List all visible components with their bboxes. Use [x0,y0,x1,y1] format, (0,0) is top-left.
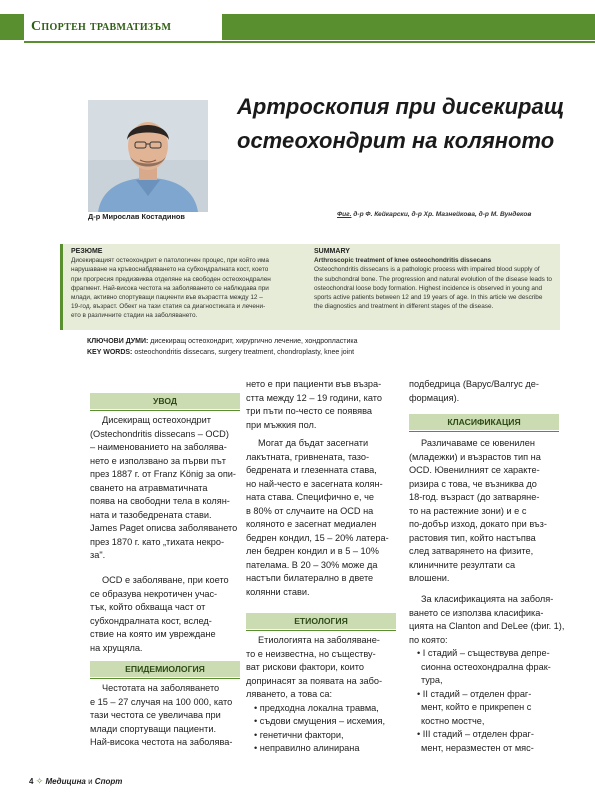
body-line: мент, който е прикрепен с [421,702,532,712]
body-line: след затварянето на физите, [409,546,534,556]
abstract-bg-line: при прогресия предизвиква отделяне на свободен остеохондрален [71,275,271,283]
body-line: (Ostechondritis dissecans – OCD) [90,428,229,439]
body-line: по която: [409,634,448,645]
author-photo [88,100,208,212]
body-line: настъпи билатерално в двете [246,573,374,583]
body-line: влошени. [409,573,450,583]
body-line: млади спортуващи пациенти. [90,723,217,734]
abstract-bg-line: 19-год. възраст. Обект на тази статия са диагностиката и лечени- [71,303,266,311]
author-portrait-image [88,100,208,212]
body-line: сионна остеохондрална фрак- [421,661,551,672]
stage-text: II стадий – отделен фраг- [422,688,532,699]
bullet-text: неправилно алиниранa [259,743,360,753]
body-line: клиничните резултати са [409,559,516,570]
stage-text: III стадий – отделен фраг- [422,729,534,739]
abstract-bg-line: фрагмент. Най-висока честота на заболяването се наблюдава при [71,284,269,292]
body-line: стта между 12 – 19 години, като [246,392,382,403]
bullet-text: предходна локална травма, [259,702,379,713]
body-line: допринасят за появата на забо- [246,675,383,686]
body-line: Честотата на заболяването [102,683,220,693]
body-line: Дисекиращ остеохондрит [102,415,211,425]
body-line: формация). [409,392,460,403]
header-rule [24,41,595,43]
body-line: Най-висока честота на заболява- [90,737,233,747]
body-line: (младежки) и възрастов тип на [409,451,541,462]
bullet-text: съдови смущения – исхемия, [259,716,386,726]
body-line: е 15 – 27 случая на 100 000, като [90,696,233,707]
body-line: колянни стави. [246,586,310,597]
body-line: по-добър изход, докато при въз- [409,519,547,529]
column-3-part-1 [409,378,559,405]
body-line: за". [90,550,106,560]
article-title [237,90,567,158]
keywords-en-text: osteochondritis dissecans, surgery treatment, chondroplasty, knee joint [134,349,355,356]
body-line: Различаваме се ювенилен [421,438,535,448]
stage-text: I стадий – съществува депре- [422,648,550,658]
abstract-bg-heading: РЕЗЮМЕ [71,248,103,255]
body-line: OCD. Ювенилният се характе- [409,465,540,475]
abstract-en-line: osteochondral loose body formation. Highest incidence is observed in young and [314,284,543,292]
column-1-intro [90,414,240,563]
body-line: се образува некротичен учас- [90,588,218,599]
bullet-item: • неправилно алиниранa [254,743,360,753]
body-line: ната става. Специфично е, че [246,492,374,502]
section-heading-etiology: ЕТИОЛОГИЯ [246,613,396,629]
abstract-bg-line: Дисекиращият остеохондрит е патологичен процес, при който има [71,257,269,265]
column-3-classification-2 [409,593,565,755]
abstract-en-heading: SUMMARY [314,248,350,255]
abstract-en [314,247,554,311]
column-3-classification [409,437,559,586]
body-line: Етиологията на заболяване- [258,635,380,645]
photo-caption: Д-р Мирослав Костадинов [88,212,185,221]
diamond-icon: ✧ [35,776,44,786]
body-line: бедрената и глезенната става, [246,465,377,475]
body-line: костно мостче, [421,715,485,726]
section-heading-classification: КЛАСИФИКАЦИЯ [409,414,559,430]
body-line: мент, неразместен от мяс- [421,742,534,753]
body-line: ствие на която им увреждане [90,629,216,639]
authors-names: д-р Ф. Кейкарски, д-р Хр. Мазнейкова, д-р М. Вундеков [353,211,532,218]
body-line: 18-год. възраст (до затваряне- [409,492,540,502]
body-line: бедрен кондил, 15 – 20% латера- [246,532,389,543]
body-line: Могат да бъдат засегнати [258,438,369,448]
body-line: през 1887 г. от Franz König за опи- [90,469,236,479]
body-line: пателама. В 20 – 30% може да [246,559,378,570]
abstract-bg-line: млади, активно спортуващи пациенти във възрастта между 12 – [71,294,263,302]
abstract-en-line: sports active patients between 12 and 19 years of age. In this article we describe [314,294,543,302]
keywords-bg [87,337,358,347]
body-line: ват рискови фактори, които [246,662,365,672]
page-footer [29,776,122,787]
body-line: тура, [421,675,443,685]
column-1-intro-2 [90,574,240,655]
stage-item: • II стадий – отделен фраг- [417,688,532,699]
body-line: ризира с това, че възниква до [409,478,537,489]
body-line: лакътната, гривнената, тазо- [246,451,370,462]
body-line: три пъти по-често се появява [246,406,372,416]
bullet-item: • съдови смущения – исхемия, [254,716,386,726]
page-number: 4 [29,777,34,786]
section-heading-epidemiology: ЕПИДЕМИОЛОГИЯ [90,661,240,677]
body-line: ната и тазобедрената стави. [90,509,212,520]
authors-line [337,211,531,218]
body-line: ляването, а това са: [246,689,332,699]
section-heading-intro: УВОД [90,393,240,409]
bullet-item: • предходна локална травма, [254,702,379,713]
abstract-bg-line: нарушаване на кръвоснабдяването на субхондралната кост, което [71,266,269,274]
body-line: нето е при пациенти във възра- [246,379,382,389]
body-line: то на растежние зони) и е с [409,505,527,516]
body-line: на хрущяла. [90,642,143,653]
column-2-part-1 [246,378,396,432]
body-line: сването на атравматичната [90,482,208,493]
magazine-name-b: и [88,777,93,786]
body-line: подбедрица (Варус/Валгус де- [409,379,539,389]
abstract-en-line: the subchondral bone. The progression and natural evolution of the disease leads to [314,275,552,283]
stage-item: • III стадий – отделен фраг- [417,729,534,739]
bullet-text: генетични фактори, [259,729,344,740]
body-line: при мъжкия пол. [246,419,317,430]
body-line: нето е използвано за първи път [90,455,226,466]
keywords-en [87,348,354,358]
column-1-epidemiology [90,682,240,750]
body-line: ването се използва класифика- [409,607,544,618]
column-2-part-2 [246,437,396,599]
body-line: тази честота се увеличава при [90,710,221,720]
body-line: субхондралната кост, вслед- [90,615,212,626]
column-2-etiology [246,634,396,756]
keywords-en-label: KEY WORDS: [87,349,133,356]
body-line: поява на свободни тела в колян- [90,496,230,506]
abstract-bg-line: ето в различните стадии на заболяването. [71,312,198,320]
title-line: Артроскопия при дисекиращ [237,94,565,119]
body-line: през 1870 г. като „тихата некро- [90,536,225,547]
body-line: то е неизвестна, но съществу- [246,648,376,659]
abstract-en-line: the diagnostics and treatment in different stages of the disease. [314,303,494,311]
keywords-bg-label: КЛЮЧОВИ ДУМИ: [87,338,149,345]
abstract-en-subtitle: Arthroscopic treatment of knee osteochondritis dissecans [314,257,492,265]
body-line: тък, който обхваща част от [90,602,206,612]
authors-label: Фиг. [337,211,352,218]
body-line: OCD е заболяване, при което [102,575,229,585]
body-line: в 80% от случаите на OCD на [246,505,374,516]
abstract-bg [71,247,307,321]
stage-item: • I стадий – съществува депре- [417,648,550,658]
keywords-bg-text: дисекиращ остеохондрит, хирургично лечение, хондропластика [150,338,358,345]
body-line: – наименованието на заболява- [90,442,227,452]
section-header: Спортен травматизъм [31,19,172,34]
body-line: коляното е засегнат медиален [246,519,377,529]
title-line: остеохондрит на коляното [237,128,555,153]
body-line: James Paget описва заболяването [90,523,238,533]
body-line: лен бедрен кондил и в 5 – 10% [246,546,379,556]
bullet-item: • генетични фактори, [254,729,344,740]
abstract-en-line: Osteochondritis dissecans is a pathologic process with impaired blood supply of [314,266,540,274]
body-line: растовия тип, който настъпва [409,532,536,543]
body-line: цията на Clanton and DeLee (фиг. 1), [409,621,565,631]
body-line: За класификацията на заболя- [421,594,554,604]
magazine-name-a: Медицина [45,777,86,786]
magazine-name-c: Спорт [94,777,123,786]
body-line: но най-често е засегната колян- [246,478,383,489]
